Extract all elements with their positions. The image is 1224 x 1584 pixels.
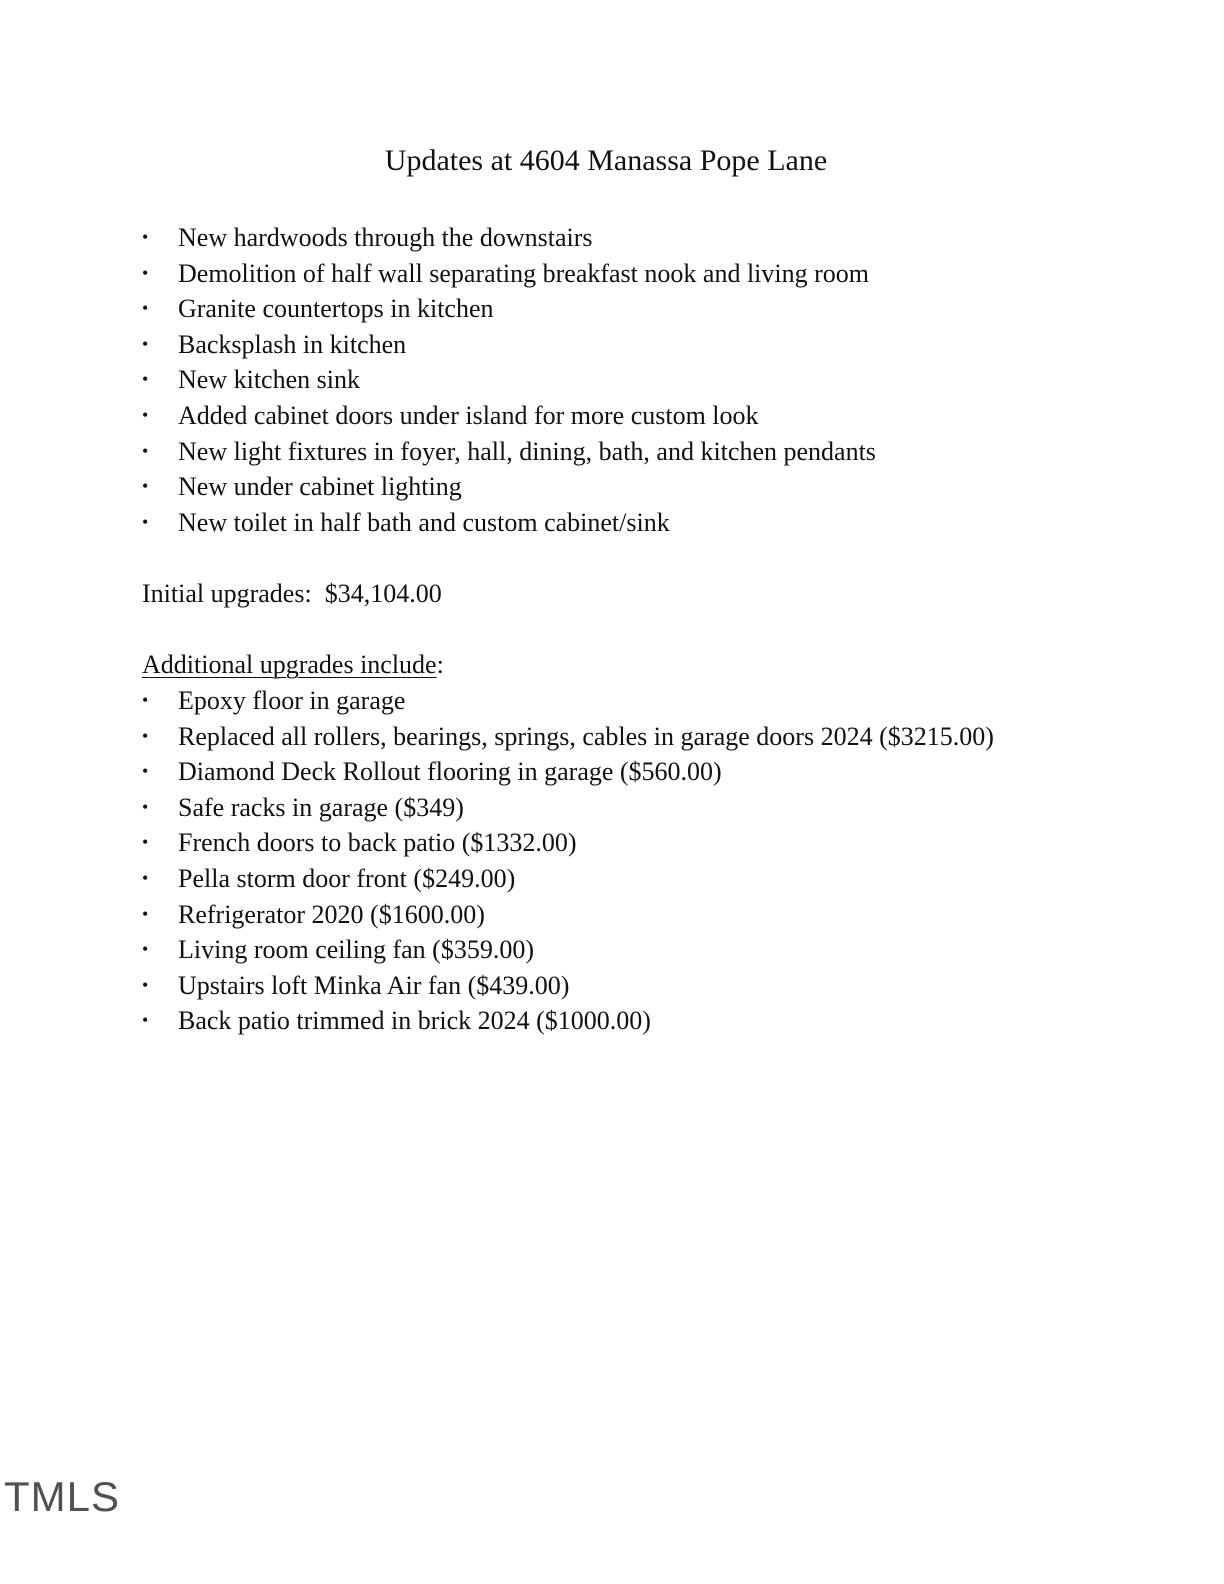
list-item [142, 1003, 994, 1039]
list-item-text: French doors to back patio ($1332.00) [178, 828, 577, 858]
list-item-text: New hardwoods through the downstairs [178, 223, 593, 252]
list-item-text: New toilet in half bath and custom cabinet/sink [178, 507, 670, 537]
list-item [142, 968, 994, 1004]
list-item [142, 505, 876, 541]
list-item-text: Upstairs loft Minka Air fan ($439.00) [178, 970, 570, 1000]
list-item-text: Refrigerator 2020 ($1600.00) [178, 899, 485, 929]
additional-upgrades-list [142, 683, 994, 1039]
list-item-text: Living room ceiling fan ($359.00) [178, 935, 534, 965]
updates-list [142, 220, 876, 540]
additional-heading-colon: : [436, 650, 444, 679]
bullet-icon: • [142, 867, 149, 888]
list-item [142, 291, 876, 327]
list-item-text: Granite countertops in kitchen [178, 294, 494, 324]
list-item-text: Added cabinet doors under island for more custom look [178, 400, 759, 430]
list-item [142, 897, 994, 933]
list-item-text: New under cabinet lighting [178, 472, 462, 502]
bullet-icon: • [142, 1010, 149, 1031]
bullet-icon: • [142, 476, 149, 497]
list-item-text: Safe racks in garage ($349) [178, 792, 464, 822]
bullet-icon: • [142, 440, 149, 461]
bullet-icon: • [142, 333, 149, 354]
bullet-icon: • [142, 227, 149, 247]
bullet-icon: • [142, 974, 149, 995]
bullet-icon: • [142, 404, 149, 425]
bullet-icon: • [142, 690, 149, 710]
bullet-icon: • [142, 832, 149, 853]
list-item [142, 362, 876, 398]
list-item [142, 719, 994, 755]
list-item [142, 932, 994, 968]
list-item-text: Back patio trimmed in brick 2024 ($1000.00) [178, 1006, 651, 1036]
page-title: Updates at 4604 Manassa Pope Lane [384, 144, 828, 177]
list-item-text: Epoxy floor in garage [178, 686, 406, 715]
list-item [142, 790, 994, 826]
list-item [142, 220, 876, 256]
additional-heading-text: Additional upgrades include [142, 650, 437, 679]
additional-upgrades-heading [142, 647, 444, 682]
list-item-text: Backsplash in kitchen [178, 329, 407, 359]
bullet-icon: • [142, 511, 149, 532]
list-item [142, 256, 876, 292]
list-item [142, 434, 876, 470]
list-item [142, 327, 876, 363]
list-item [142, 398, 876, 434]
initial-upgrades-label: Initial upgrades: [142, 579, 312, 608]
bullet-icon: • [142, 725, 149, 746]
initial-upgrades [142, 576, 442, 611]
list-item-text: Demolition of half wall separating breakfast nook and living room [178, 258, 869, 288]
bullet-icon: • [142, 796, 149, 817]
list-item-text: New light fixtures in foyer, hall, dining, bath, and kitchen pendants [178, 436, 876, 466]
bullet-icon: • [142, 369, 149, 390]
list-item-text: New kitchen sink [178, 365, 360, 395]
list-item [142, 683, 994, 719]
list-item [142, 469, 876, 505]
bullet-icon: • [142, 903, 149, 924]
bullet-icon: • [142, 298, 149, 319]
bullet-icon: • [142, 939, 149, 960]
list-item-text: Replaced all rollers, bearings, springs, cables in garage doors 2024 ($3215.00) [178, 721, 994, 751]
list-item [142, 754, 994, 790]
mls-watermark-logo: TMLS [4, 1473, 121, 1520]
bullet-icon: • [142, 262, 149, 283]
bullet-icon: • [142, 761, 149, 782]
list-item [142, 861, 994, 897]
list-item-text: Diamond Deck Rollout flooring in garage ($560.00) [178, 757, 722, 787]
list-item [142, 825, 994, 861]
initial-upgrades-value: $34,104.00 [324, 579, 442, 608]
list-item-text: Pella storm door front ($249.00) [178, 863, 516, 893]
